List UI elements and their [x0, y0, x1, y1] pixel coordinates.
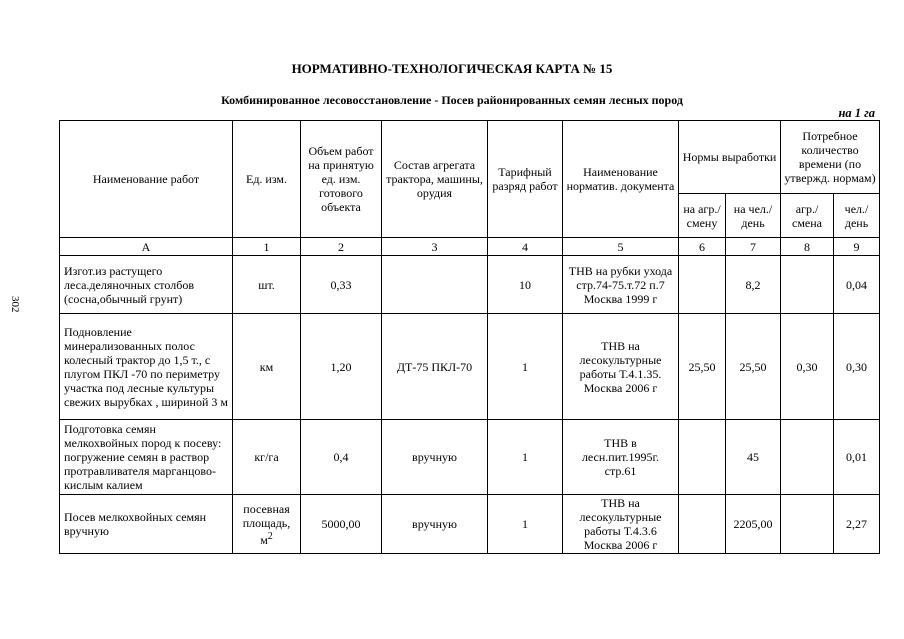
grade-cell: 1 [488, 495, 563, 554]
unit-cell: кг/га [233, 420, 301, 495]
header-norms: Нормы выработки [679, 121, 781, 194]
grade-cell: 1 [488, 314, 563, 420]
norm-man-cell: 8,2 [726, 256, 781, 314]
column-number: 6 [679, 238, 726, 256]
time-agr-cell: 0,30 [781, 314, 834, 420]
time-agr-cell [781, 495, 834, 554]
column-number: 7 [726, 238, 781, 256]
time-agr-cell [781, 256, 834, 314]
composition-cell [382, 256, 488, 314]
norm-man-cell: 45 [726, 420, 781, 495]
table-row [60, 420, 880, 495]
volume-cell: 5000,00 [301, 495, 382, 554]
norm-agr-cell [679, 495, 726, 554]
header-time-man: чел./ день [834, 194, 880, 238]
column-number: 9 [834, 238, 880, 256]
unit-text: посевная площадь, м [242, 501, 291, 547]
norm-agr-cell [679, 420, 726, 495]
unit-cell: км [233, 314, 301, 420]
document-cell: ТНВ на рубки ухода стр.74-75.т.72 п.7 Москва 1999 г [563, 256, 679, 314]
time-man-cell: 0,01 [834, 420, 880, 495]
table-row [60, 495, 880, 554]
document-cell: ТНВ в лесн.пит.1995г. стр.61 [563, 420, 679, 495]
column-number: 1 [233, 238, 301, 256]
header-time-agr: агр./ смена [781, 194, 834, 238]
column-number: 5 [563, 238, 679, 256]
unit-cell [233, 495, 301, 554]
header-norm-man: на чел./ день [726, 194, 781, 238]
work-name: Изгот.из растущего леса.деляночных столбов (сосна,обычный грунт) [60, 256, 233, 314]
work-name: Посев мелкохвойных семян вручную [60, 495, 233, 554]
work-name: Подготовка семян мелкохвойных пород к посеву: погружение семян в раствор протравливателя марганцово-кислым калием [60, 420, 233, 495]
unit-superscript: 2 [267, 530, 273, 542]
composition-cell: вручную [382, 420, 488, 495]
header-grade: Тарифный разряд работ [488, 121, 563, 238]
unit-note: на 1 га [838, 106, 875, 120]
header-time: Потребное количество времени (по утвержд. нормам) [781, 121, 880, 194]
header-unit: Ед. изм. [233, 121, 301, 238]
composition-cell: вручную [382, 495, 488, 554]
norm-agr-cell: 25,50 [679, 314, 726, 420]
composition-cell: ДТ-75 ПКЛ-70 [382, 314, 488, 420]
page-title: НОРМАТИВНО-ТЕХНОЛОГИЧЕСКАЯ КАРТА № 15 [291, 61, 613, 76]
page-subtitle: Комбинированное лесовосстановление - Посев районированных семян лесных пород [221, 93, 683, 107]
column-number: 2 [301, 238, 382, 256]
column-number: 3 [382, 238, 488, 256]
header-name: Наименование работ [60, 121, 233, 238]
technology-map-table [59, 120, 880, 554]
page-number: 302 [9, 296, 21, 313]
work-name: Подновление минерализованных полос колесный трактор до 1,5 т., с плугом ПКЛ -70 по периметру участка под лесные культуры свежих вырубках , шириной 3 м [60, 314, 233, 420]
header-composition: Состав агрегата трактора, машины, орудия [382, 121, 488, 238]
norm-man-cell: 25,50 [726, 314, 781, 420]
volume-cell: 0,4 [301, 420, 382, 495]
column-number-row [60, 238, 880, 256]
column-number: А [60, 238, 233, 256]
time-agr-cell [781, 420, 834, 495]
norm-man-cell: 2205,00 [726, 495, 781, 554]
column-number: 4 [488, 238, 563, 256]
unit-cell: шт. [233, 256, 301, 314]
column-number: 8 [781, 238, 834, 256]
time-man-cell: 0,04 [834, 256, 880, 314]
document-cell: ТНВ на лесокультурные работы Т.4.3.6 Москва 2006 г [563, 495, 679, 554]
time-man-cell: 0,30 [834, 314, 880, 420]
time-man-cell: 2,27 [834, 495, 880, 554]
document-cell: ТНВ на лесокультурные работы Т.4.1.35. Москва 2006 г [563, 314, 679, 420]
norm-agr-cell [679, 256, 726, 314]
grade-cell: 1 [488, 420, 563, 495]
volume-cell: 0,33 [301, 256, 382, 314]
header-volume: Объем работ на принятую ед. изм. готового объекта [301, 121, 382, 238]
header-norm-agr: на агр./ смену [679, 194, 726, 238]
table-row [60, 314, 880, 420]
header-document: Наименование норматив. документа [563, 121, 679, 238]
volume-cell: 1,20 [301, 314, 382, 420]
grade-cell: 10 [488, 256, 563, 314]
table-row [60, 256, 880, 314]
